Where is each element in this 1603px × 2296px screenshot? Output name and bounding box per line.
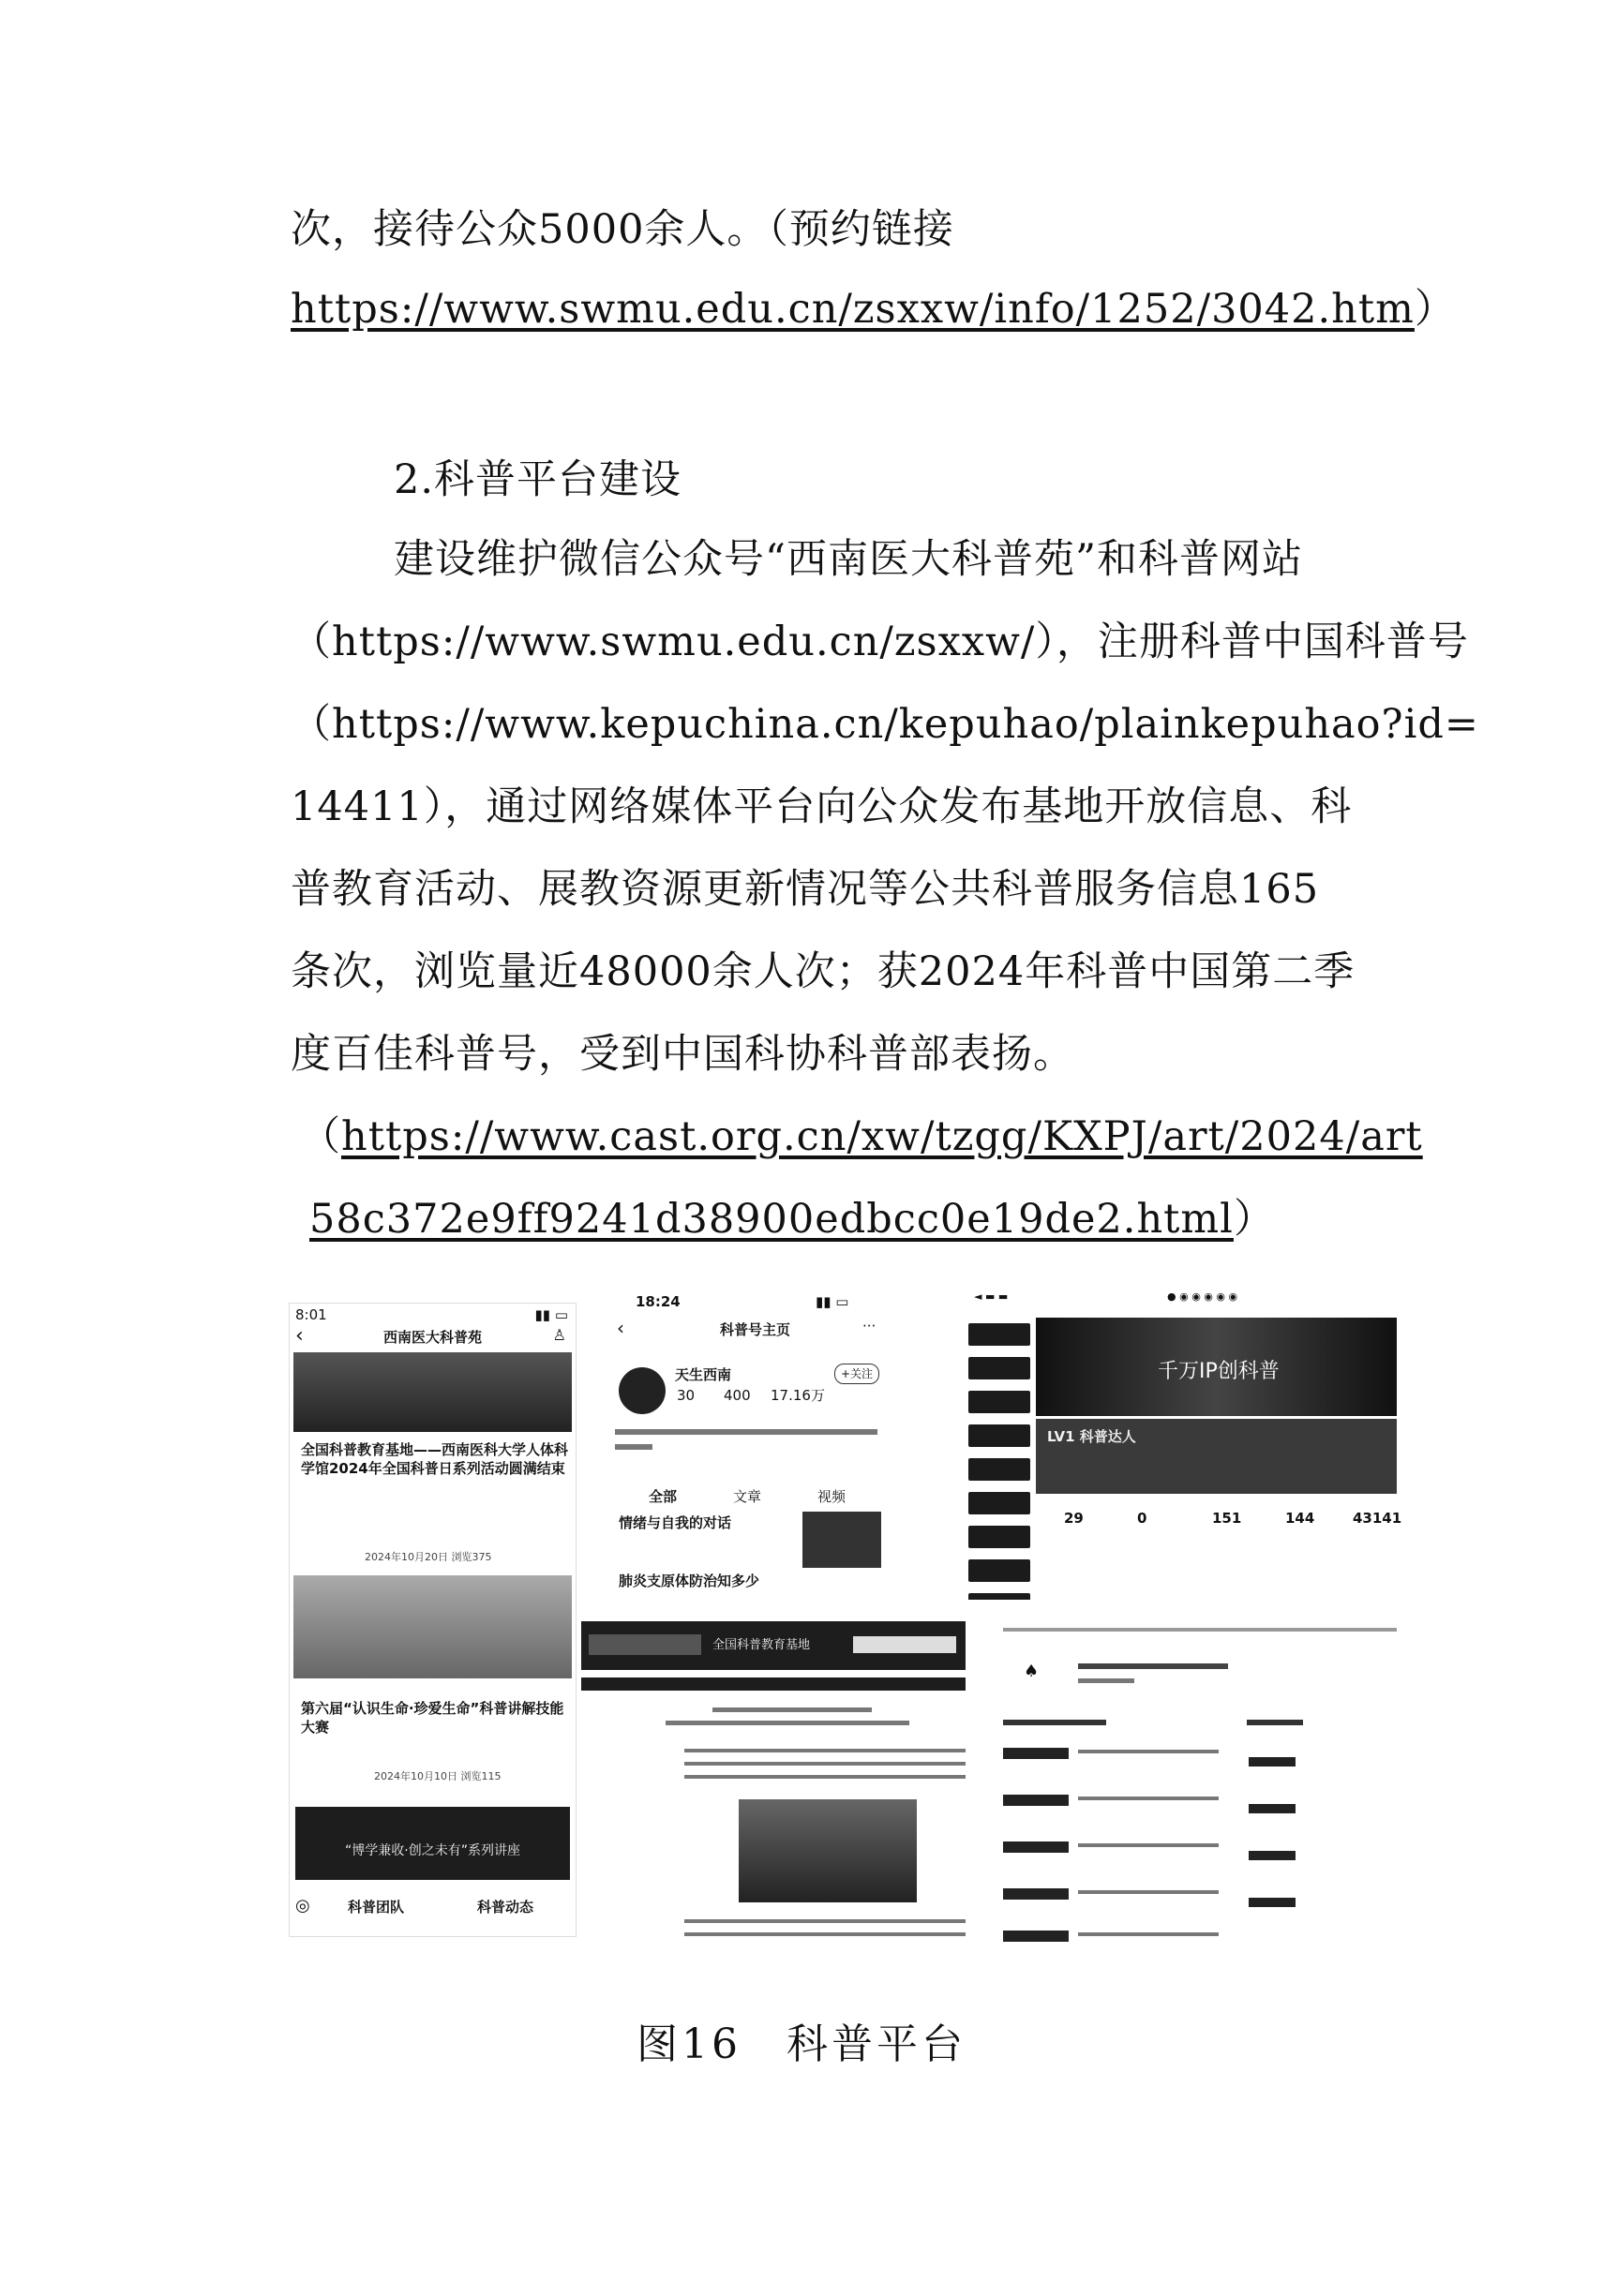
list-row-2[interactable] (1003, 1795, 1069, 1806)
kc-side-3[interactable] (968, 1391, 1030, 1413)
kc-side-6[interactable] (968, 1492, 1030, 1514)
kp-stat-1: 30 (677, 1387, 696, 1404)
account-title: 西南医大科普苑 (382, 1329, 482, 1346)
site-nav-bar (581, 1677, 966, 1691)
site-search-box[interactable] (853, 1636, 956, 1653)
kc-stat-5: 43141 (1353, 1510, 1402, 1527)
kc-stat-1: 29 (1064, 1510, 1084, 1527)
figure-caption: 图16 科普平台 (637, 2020, 966, 2068)
list-logo-icon: ♠ (1024, 1662, 1040, 1681)
article1-date: 2024年10月20日 浏览375 (365, 1551, 492, 1563)
back-icon[interactable]: ‹ (295, 1324, 304, 1348)
site-para-2 (684, 1762, 966, 1766)
list-row-1[interactable] (1003, 1748, 1069, 1759)
kc-side-4[interactable] (968, 1424, 1030, 1447)
kp-stat-3: 17.16万 (771, 1387, 825, 1404)
list-row-3-text (1078, 1843, 1219, 1847)
body-line-4: 建设维护微信公众号“西南医大科普苑”和科普网站 (394, 536, 1303, 583)
kc-side-9[interactable] (968, 1593, 1030, 1600)
kepuhao-screenshot (581, 1289, 1003, 1598)
kc-side-5[interactable] (968, 1458, 1030, 1481)
cast-link-part1[interactable]: https://www.cast.org.cn/xw/tzgg/KXPJ/art/2024/art (341, 1113, 1423, 1160)
tab-news[interactable]: 科普动态 (477, 1899, 534, 1916)
article2-title: 第六届“认识生命·珍爱生命”科普讲解技能大赛 (301, 1700, 564, 1736)
site-header-text: 全国科普教育基地 (712, 1638, 811, 1652)
kc-stat-4: 144 (1285, 1510, 1315, 1527)
site-title-line-2 (666, 1721, 909, 1725)
menu-icon[interactable]: ◎ (295, 1896, 310, 1916)
kc-stat-3: 151 (1212, 1510, 1242, 1527)
wechat-screenshot (289, 1303, 577, 1937)
body-line-11 (300, 1109, 1423, 1165)
kp-item-1-thumb (802, 1512, 881, 1568)
banner-text: “博学兼收·创之未有”系列讲座 (345, 1843, 520, 1858)
kp-follow-button[interactable]: +关注 (834, 1364, 879, 1384)
article1-image (293, 1352, 572, 1432)
lecture-banner (295, 1807, 570, 1880)
body-line-2 (291, 281, 1456, 337)
kc-side-7[interactable] (968, 1526, 1030, 1548)
kp-item-1[interactable]: 情绪与自我的对话 (619, 1514, 732, 1531)
site-header (581, 1621, 966, 1670)
cast-link-part2[interactable]: 58c372e9ff9241d38900edbcc0e19de2.html (309, 1196, 1234, 1243)
article2-image (293, 1575, 572, 1678)
list-header-line-1 (1078, 1663, 1228, 1669)
kepuhao-list-screenshot (1003, 1626, 1406, 1954)
tab-team[interactable]: 科普团队 (348, 1899, 405, 1916)
kp-tab-articles[interactable]: 文章 (733, 1488, 762, 1505)
list-tabs-right (1247, 1720, 1303, 1725)
status-time: 8:01 (295, 1306, 327, 1323)
list-row-4[interactable] (1003, 1888, 1069, 1900)
list-row-2-text (1078, 1797, 1219, 1800)
site-para-4 (684, 1919, 966, 1923)
body-line-5: （https://www.swmu.edu.cn/zsxxw/），注册科普中国科普号 (291, 619, 1469, 665)
kc-banner-text: 千万IP创科普 (1158, 1360, 1280, 1383)
site-title-line-1 (712, 1707, 872, 1712)
kc-level-panel (1036, 1419, 1397, 1494)
kp-tab-videos[interactable]: 视频 (817, 1488, 846, 1505)
list-row-1-text (1078, 1750, 1219, 1753)
site-article-photo (739, 1799, 917, 1902)
list-row-5-text (1078, 1932, 1219, 1936)
list-header-line-2 (1078, 1678, 1134, 1683)
body-line-10: 度百佳科普号，受到中国科协科普部表扬。 (291, 1031, 1074, 1078)
kp-bio-line-2 (615, 1444, 652, 1450)
kc-side-2[interactable] (968, 1357, 1030, 1379)
battery-icon: ▮▮ ▭ (534, 1306, 568, 1323)
list-tabs (1003, 1720, 1106, 1725)
list-side-4[interactable] (1249, 1898, 1296, 1907)
body-line-8: 普教育活动、展教资源更新情况等公共科普服务信息165 (291, 866, 1320, 913)
kp-name: 天生西南 (675, 1366, 732, 1383)
section-heading: 2.科普平台建设 (394, 456, 682, 503)
kp-back-icon[interactable]: ‹ (617, 1317, 624, 1339)
list-side-1[interactable] (1249, 1757, 1296, 1767)
paren-open: （ (300, 1113, 341, 1160)
article2-date: 2024年10月10日 浏览115 (374, 1770, 502, 1782)
paren-close: ） (1414, 286, 1456, 333)
list-topbar (1003, 1628, 1397, 1632)
site-para-3 (684, 1775, 966, 1779)
kp-item-2[interactable]: 肺炎支原体防治知多少 (619, 1573, 760, 1589)
kp-status-time: 18:24 (636, 1293, 681, 1310)
kp-tab-all[interactable]: 全部 (649, 1488, 678, 1505)
kp-signal-icon: ▮▮ ▭ (816, 1293, 849, 1310)
article1-title: 全国科普教育基地——西南医科大学人体科学馆2024年全国科普日系列活动圆满结束 (301, 1441, 569, 1477)
kp-bio-line-1 (615, 1429, 877, 1435)
list-side-3[interactable] (1249, 1851, 1296, 1860)
body-line-1: 次，接待公众5000余人。（预约链接 (291, 206, 954, 253)
kc-logo: ◄ ▬ ▬ (974, 1290, 1009, 1303)
reservation-link[interactable]: https://www.swmu.edu.cn/zsxxw/info/1252/3042.htm (291, 286, 1415, 333)
body-line-9: 条次，浏览量近48000余人次；获2024年科普中国第二季 (291, 948, 1356, 995)
website-screenshot (581, 1621, 1003, 1951)
body-line-7: 14411），通过网络媒体平台向公众发布基地开放信息、科 (291, 783, 1353, 830)
kp-more-icon[interactable]: ··· (862, 1318, 876, 1334)
site-para-5 (684, 1932, 966, 1936)
kc-banner (1036, 1318, 1397, 1416)
list-side-2[interactable] (1249, 1804, 1296, 1813)
profile-icon[interactable]: ♙ (552, 1326, 566, 1344)
kepuchina-screenshot (961, 1286, 1406, 1600)
list-row-3[interactable] (1003, 1841, 1069, 1853)
site-logo (589, 1634, 701, 1655)
kc-level-text: LV1 科普达人 (1047, 1428, 1136, 1445)
list-row-5[interactable] (1003, 1931, 1069, 1942)
body-line-6: （https://www.kepuchina.cn/kepuhao/plainkepuhao?id= (291, 701, 1479, 748)
list-row-4-text (1078, 1890, 1219, 1894)
paren-close-2: ） (1233, 1196, 1275, 1243)
kp-avatar (619, 1367, 666, 1414)
kp-stat-2: 400 (724, 1387, 751, 1404)
kc-side-1[interactable] (968, 1323, 1030, 1346)
kc-toolbar-icons: ● ◉ ◉ ◉ ◉ ◉ (1167, 1290, 1238, 1303)
kc-stat-2: 0 (1137, 1510, 1147, 1527)
site-para-1 (684, 1749, 966, 1752)
kp-title: 科普号主页 (720, 1321, 791, 1338)
body-line-12 (309, 1191, 1275, 1247)
kc-side-8[interactable] (968, 1559, 1030, 1582)
